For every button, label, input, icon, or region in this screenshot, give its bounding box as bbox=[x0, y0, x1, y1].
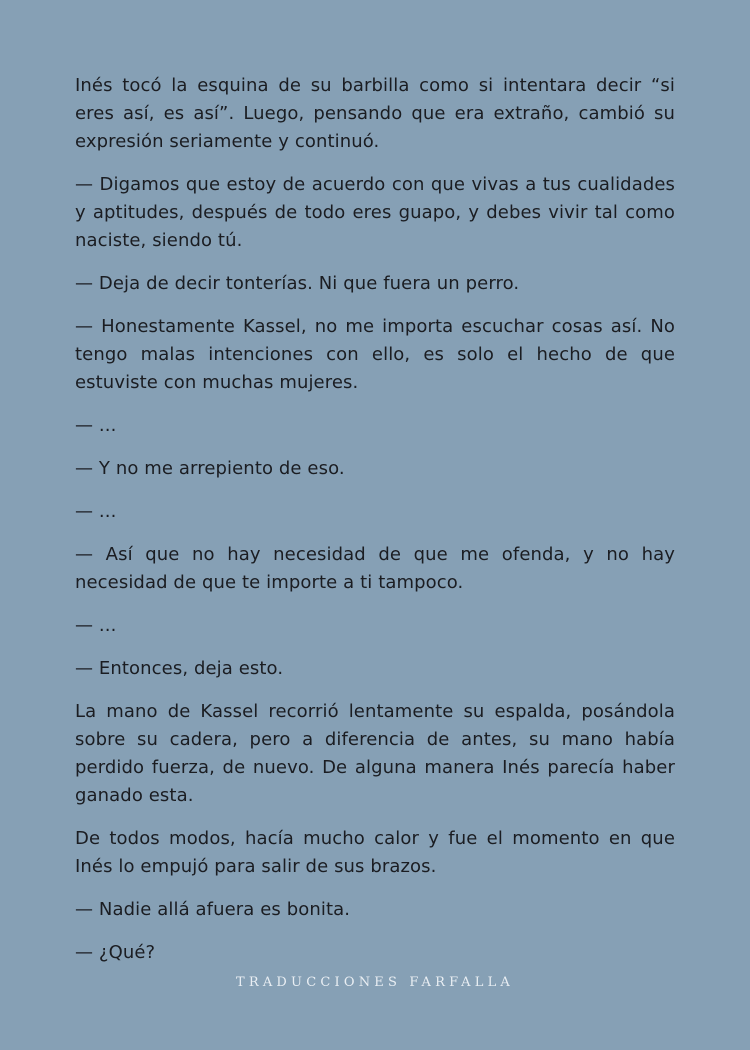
paragraph-13: — Nadie allá afuera es bonita. bbox=[75, 899, 351, 920]
paragraph-1: Inés tocó la esquina de su barbilla como si intentara decir “si eres así, es así”. Luego, pensando que era extraño, cambió su expresión seriamente y continuó. bbox=[75, 75, 675, 152]
paragraph-5: — ... bbox=[75, 415, 117, 436]
paragraph-8: — Así que no hay necesidad de que me ofenda, y no hay necesidad de que te importe a ti tampoco. bbox=[75, 544, 675, 593]
paragraph-10: — Entonces, deja esto. bbox=[75, 658, 284, 679]
paragraph-4: — Honestamente Kassel, no me importa escuchar cosas así. No tengo malas intenciones con ello, es solo el hecho de que estuviste con muchas mujeres. bbox=[75, 316, 675, 393]
paragraph-11: La mano de Kassel recorrió lentamente su espalda, posándola sobre su cadera, pero a diferencia de antes, su mano había perdido fuerza, de nuevo. De alguna manera Inés parecía haber ganado esta. bbox=[75, 701, 675, 806]
document-body bbox=[75, 72, 675, 982]
paragraph-7: — ... bbox=[75, 501, 117, 522]
paragraph-6: — Y no me arrepiento de eso. bbox=[75, 458, 345, 479]
paragraph-2: — Digamos que estoy de acuerdo con que vivas a tus cualidades y aptitudes, después de todo eres guapo, y debes vivir tal como naciste, siendo tú. bbox=[75, 174, 675, 251]
footer-credit: TRADUCCIONES FARFALLA bbox=[235, 975, 514, 990]
paragraph-9: — ... bbox=[75, 615, 117, 636]
paragraph-14: — ¿Qué? bbox=[75, 942, 156, 963]
paragraph-3: — Deja de decir tonterías. Ni que fuera un perro. bbox=[75, 273, 520, 294]
paragraph-12: De todos modos, hacía mucho calor y fue el momento en que Inés lo empujó para salir de sus brazos. bbox=[75, 828, 675, 877]
